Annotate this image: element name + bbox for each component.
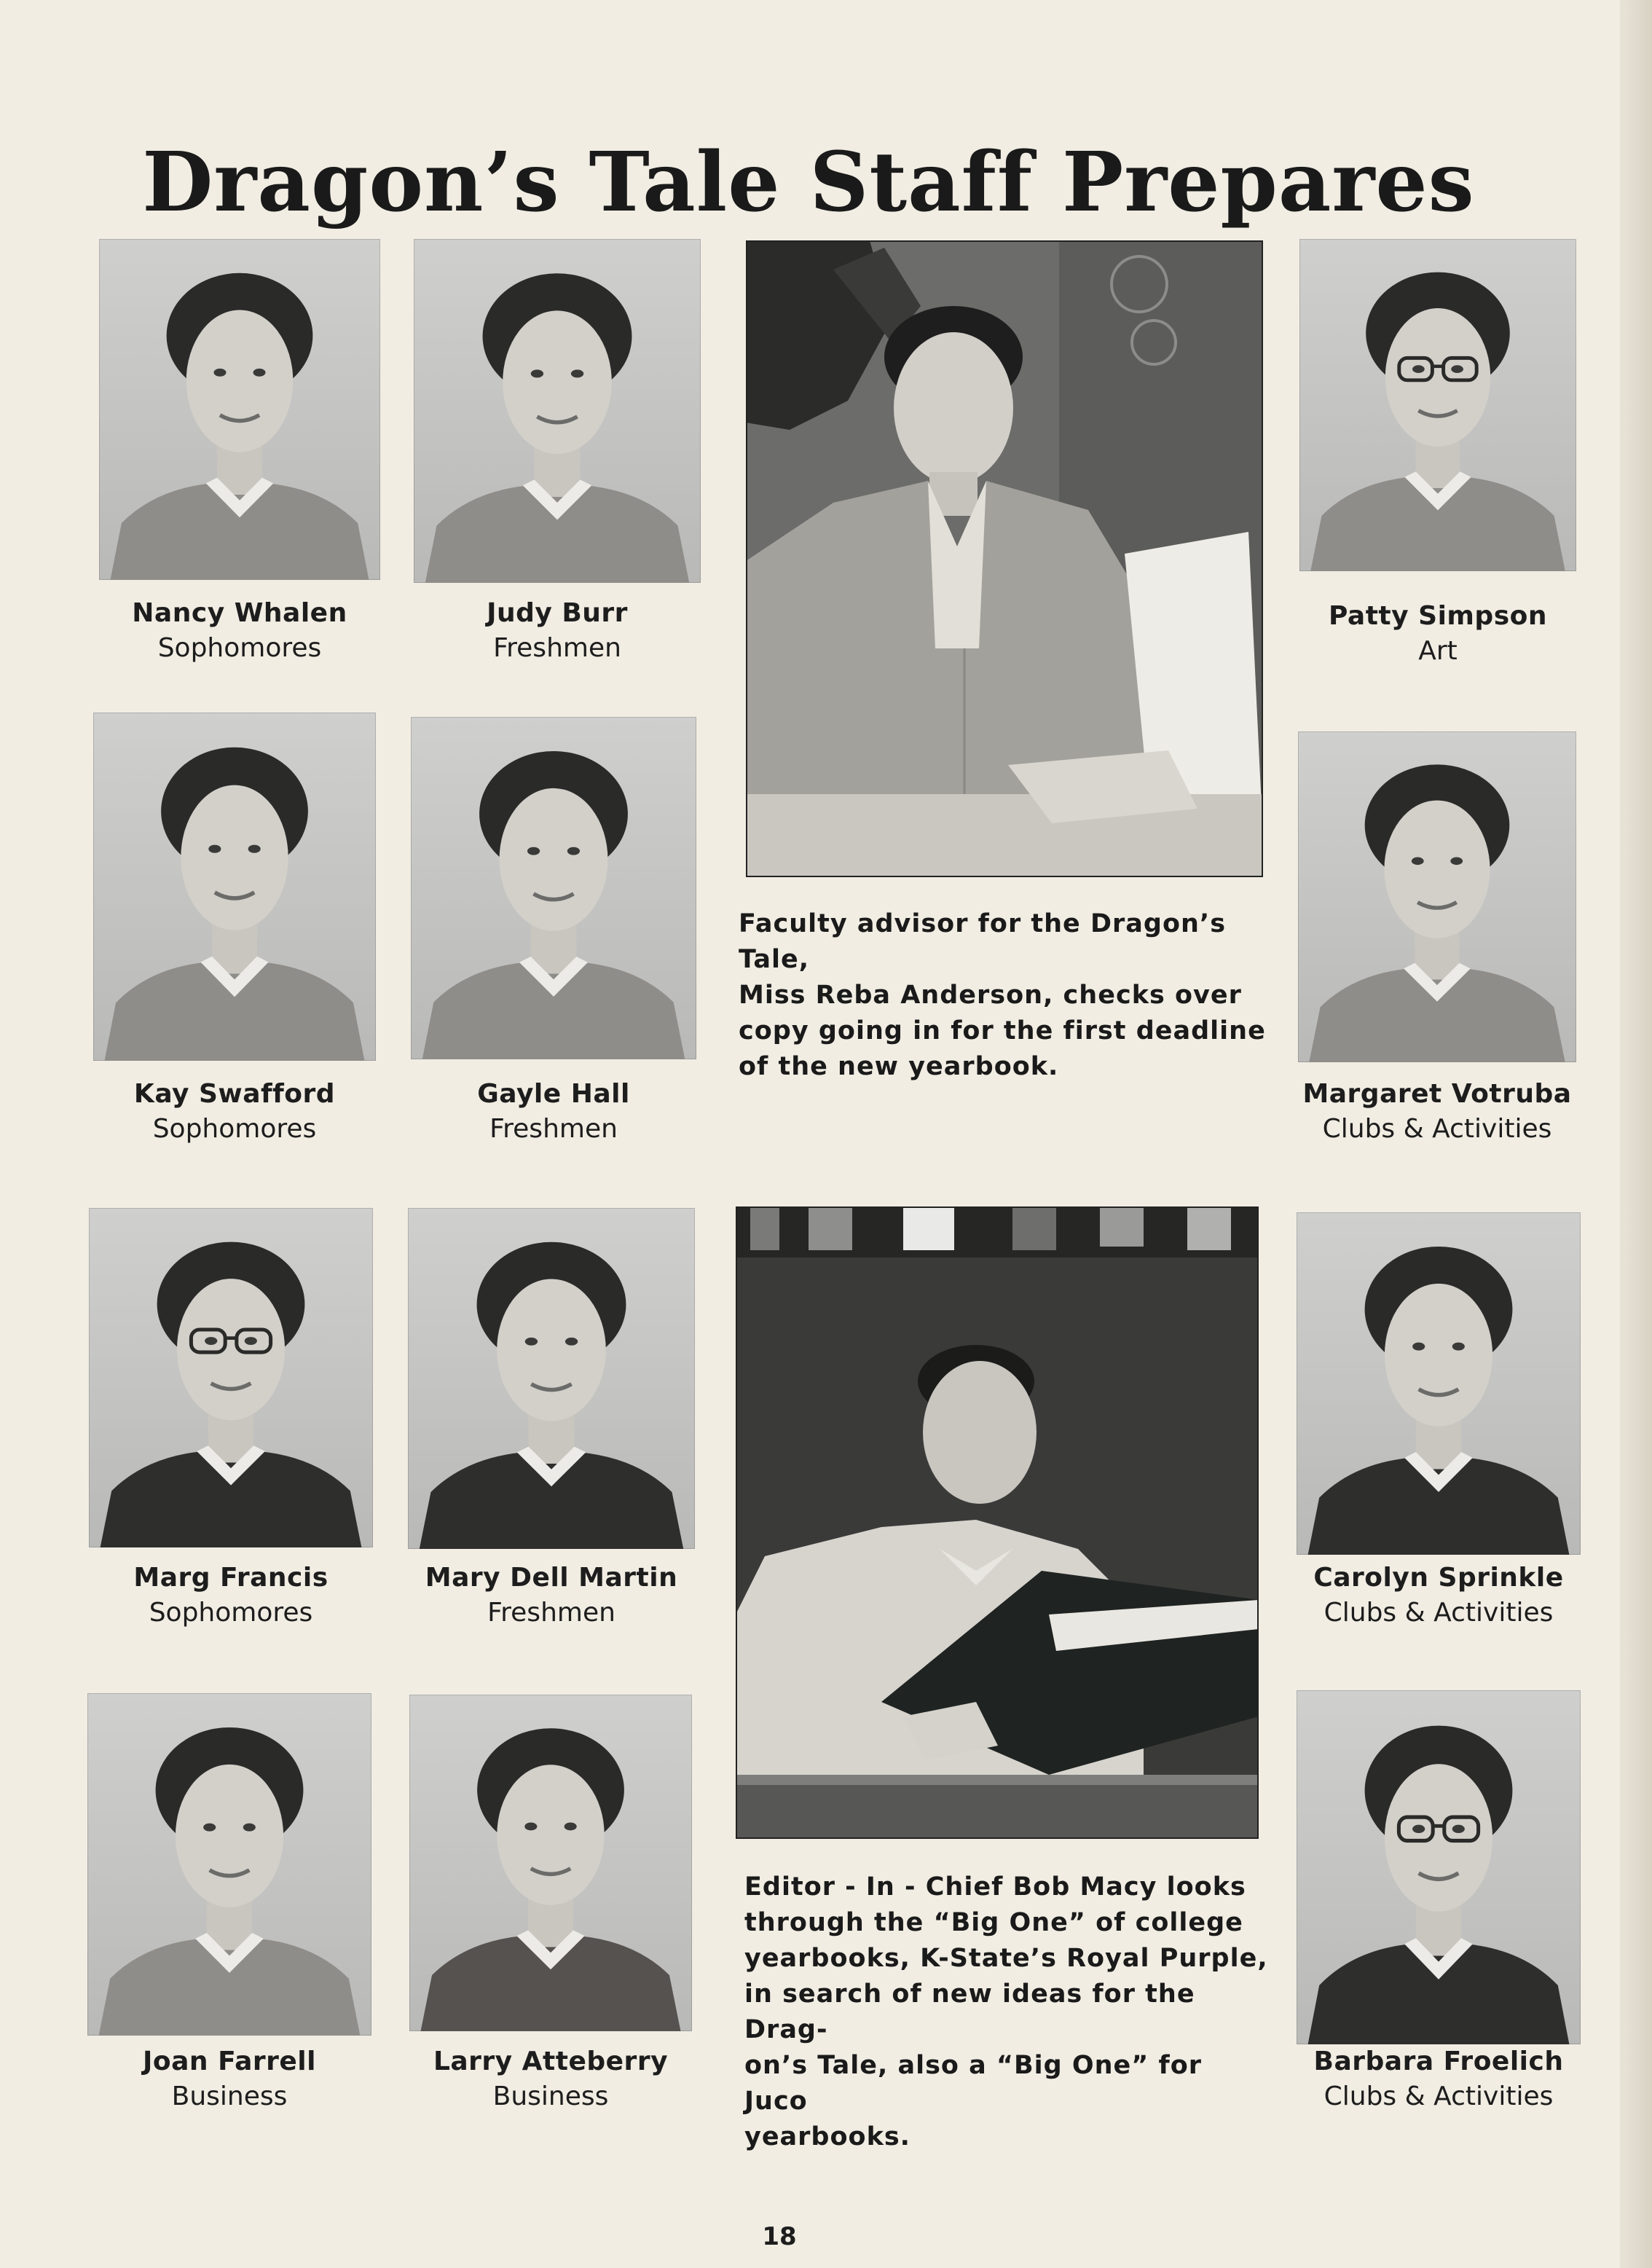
- portrait-caption: [1298, 1077, 1576, 1147]
- portrait-silhouette: [414, 239, 701, 583]
- portrait-caption: [1297, 2044, 1581, 2114]
- portrait-role: Freshmen: [493, 633, 621, 663]
- portrait-silhouette: [87, 1693, 371, 2036]
- portrait-silhouette: [1297, 1690, 1581, 2044]
- portrait-photo: [1299, 239, 1576, 571]
- portrait-photo: [1297, 1212, 1581, 1555]
- portrait-role: Freshmen: [489, 1114, 618, 1144]
- portrait-role: Art: [1418, 636, 1458, 666]
- portrait-name: Patty Simpson: [1329, 601, 1547, 631]
- page-edge-shadow: [1620, 0, 1652, 2268]
- portrait-role: Clubs & Activities: [1322, 1114, 1552, 1144]
- portrait-photo: [1297, 1690, 1581, 2044]
- portrait-role: Clubs & Activities: [1323, 1598, 1554, 1628]
- advisor-photo-caption: [739, 906, 1292, 1085]
- caption-line: Miss Reba Anderson, checks over: [739, 981, 1242, 1010]
- portrait-name: Joan Farrell: [143, 2047, 316, 2076]
- caption-line: of the new yearbook.: [739, 1052, 1059, 1081]
- portrait-role: Freshmen: [487, 1598, 615, 1628]
- portrait-caption: [89, 1561, 373, 1631]
- portrait-role: Sophomores: [157, 633, 322, 663]
- portrait-caption: [99, 596, 380, 666]
- portrait-role: Business: [492, 2081, 609, 2111]
- portrait-role: Sophomores: [152, 1114, 317, 1144]
- portrait-silhouette: [1299, 239, 1576, 571]
- portrait-caption: [414, 596, 701, 666]
- portrait-silhouette: [93, 713, 376, 1061]
- caption-line: copy going in for the first deadline: [739, 1016, 1266, 1045]
- page-number: 18: [762, 2222, 797, 2251]
- portrait-caption: [409, 2044, 692, 2114]
- portrait-name: Margaret Votruba: [1302, 1079, 1572, 1109]
- caption-line: Faculty advisor for the Dragon’s Tale,: [739, 909, 1227, 974]
- portrait-caption: [408, 1561, 695, 1631]
- caption-line: through the “Big One” of college: [744, 1908, 1243, 1937]
- portrait-role: Business: [171, 2081, 288, 2111]
- portrait-caption: [1299, 599, 1576, 669]
- portrait-caption: [411, 1077, 696, 1147]
- caption-line: yearbooks, K-State’s Royal Purple,: [744, 1944, 1268, 1973]
- portrait-caption: [93, 1077, 376, 1147]
- portrait-photo: [87, 1693, 371, 2036]
- caption-line: on’s Tale, also a “Big One” for Juco: [744, 2051, 1202, 2116]
- portrait-name: Kay Swafford: [133, 1079, 336, 1109]
- portrait-name: Carolyn Sprinkle: [1313, 1563, 1564, 1593]
- editor-photo-caption: [744, 1869, 1269, 2155]
- portrait-name: Larry Atteberry: [433, 2047, 669, 2076]
- portrait-silhouette: [411, 717, 696, 1059]
- portrait-photo: [1298, 731, 1576, 1062]
- portrait-photo: [411, 717, 696, 1059]
- portrait-silhouette: [408, 1208, 695, 1549]
- caption-line: yearbooks.: [744, 2122, 910, 2151]
- portrait-name: Mary Dell Martin: [425, 1563, 678, 1593]
- portrait-silhouette: [99, 239, 380, 580]
- portrait-silhouette: [1297, 1212, 1581, 1555]
- portrait-caption: [87, 2044, 371, 2114]
- portrait-photo: [99, 239, 380, 580]
- editor-photo: [736, 1206, 1259, 1839]
- page-title: Dragon’s Tale Staff Prepares: [142, 135, 1475, 231]
- portrait-photo: [409, 1695, 692, 2031]
- portrait-name: Barbara Froelich: [1313, 2047, 1564, 2076]
- portrait-photo: [93, 713, 376, 1061]
- editor-photo-illustration: [736, 1206, 1259, 1839]
- portrait-name: Judy Burr: [487, 598, 628, 628]
- advisor-photo-illustration: [746, 240, 1263, 877]
- caption-line: in search of new ideas for the Drag-: [744, 1979, 1195, 2044]
- portrait-photo: [408, 1208, 695, 1549]
- portrait-silhouette: [1298, 731, 1576, 1062]
- portrait-caption: [1297, 1561, 1581, 1631]
- portrait-silhouette: [409, 1695, 692, 2031]
- portrait-name: Nancy Whalen: [132, 598, 347, 628]
- portrait-name: Marg Francis: [133, 1563, 329, 1593]
- portrait-role: Sophomores: [149, 1598, 313, 1628]
- portrait-photo: [89, 1208, 373, 1547]
- portrait-silhouette: [89, 1208, 373, 1547]
- advisor-photo: [746, 240, 1263, 877]
- caption-line: Editor - In - Chief Bob Macy looks: [744, 1872, 1246, 1902]
- portrait-name: Gayle Hall: [477, 1079, 630, 1109]
- portrait-role: Clubs & Activities: [1323, 2081, 1554, 2111]
- portrait-photo: [414, 239, 701, 583]
